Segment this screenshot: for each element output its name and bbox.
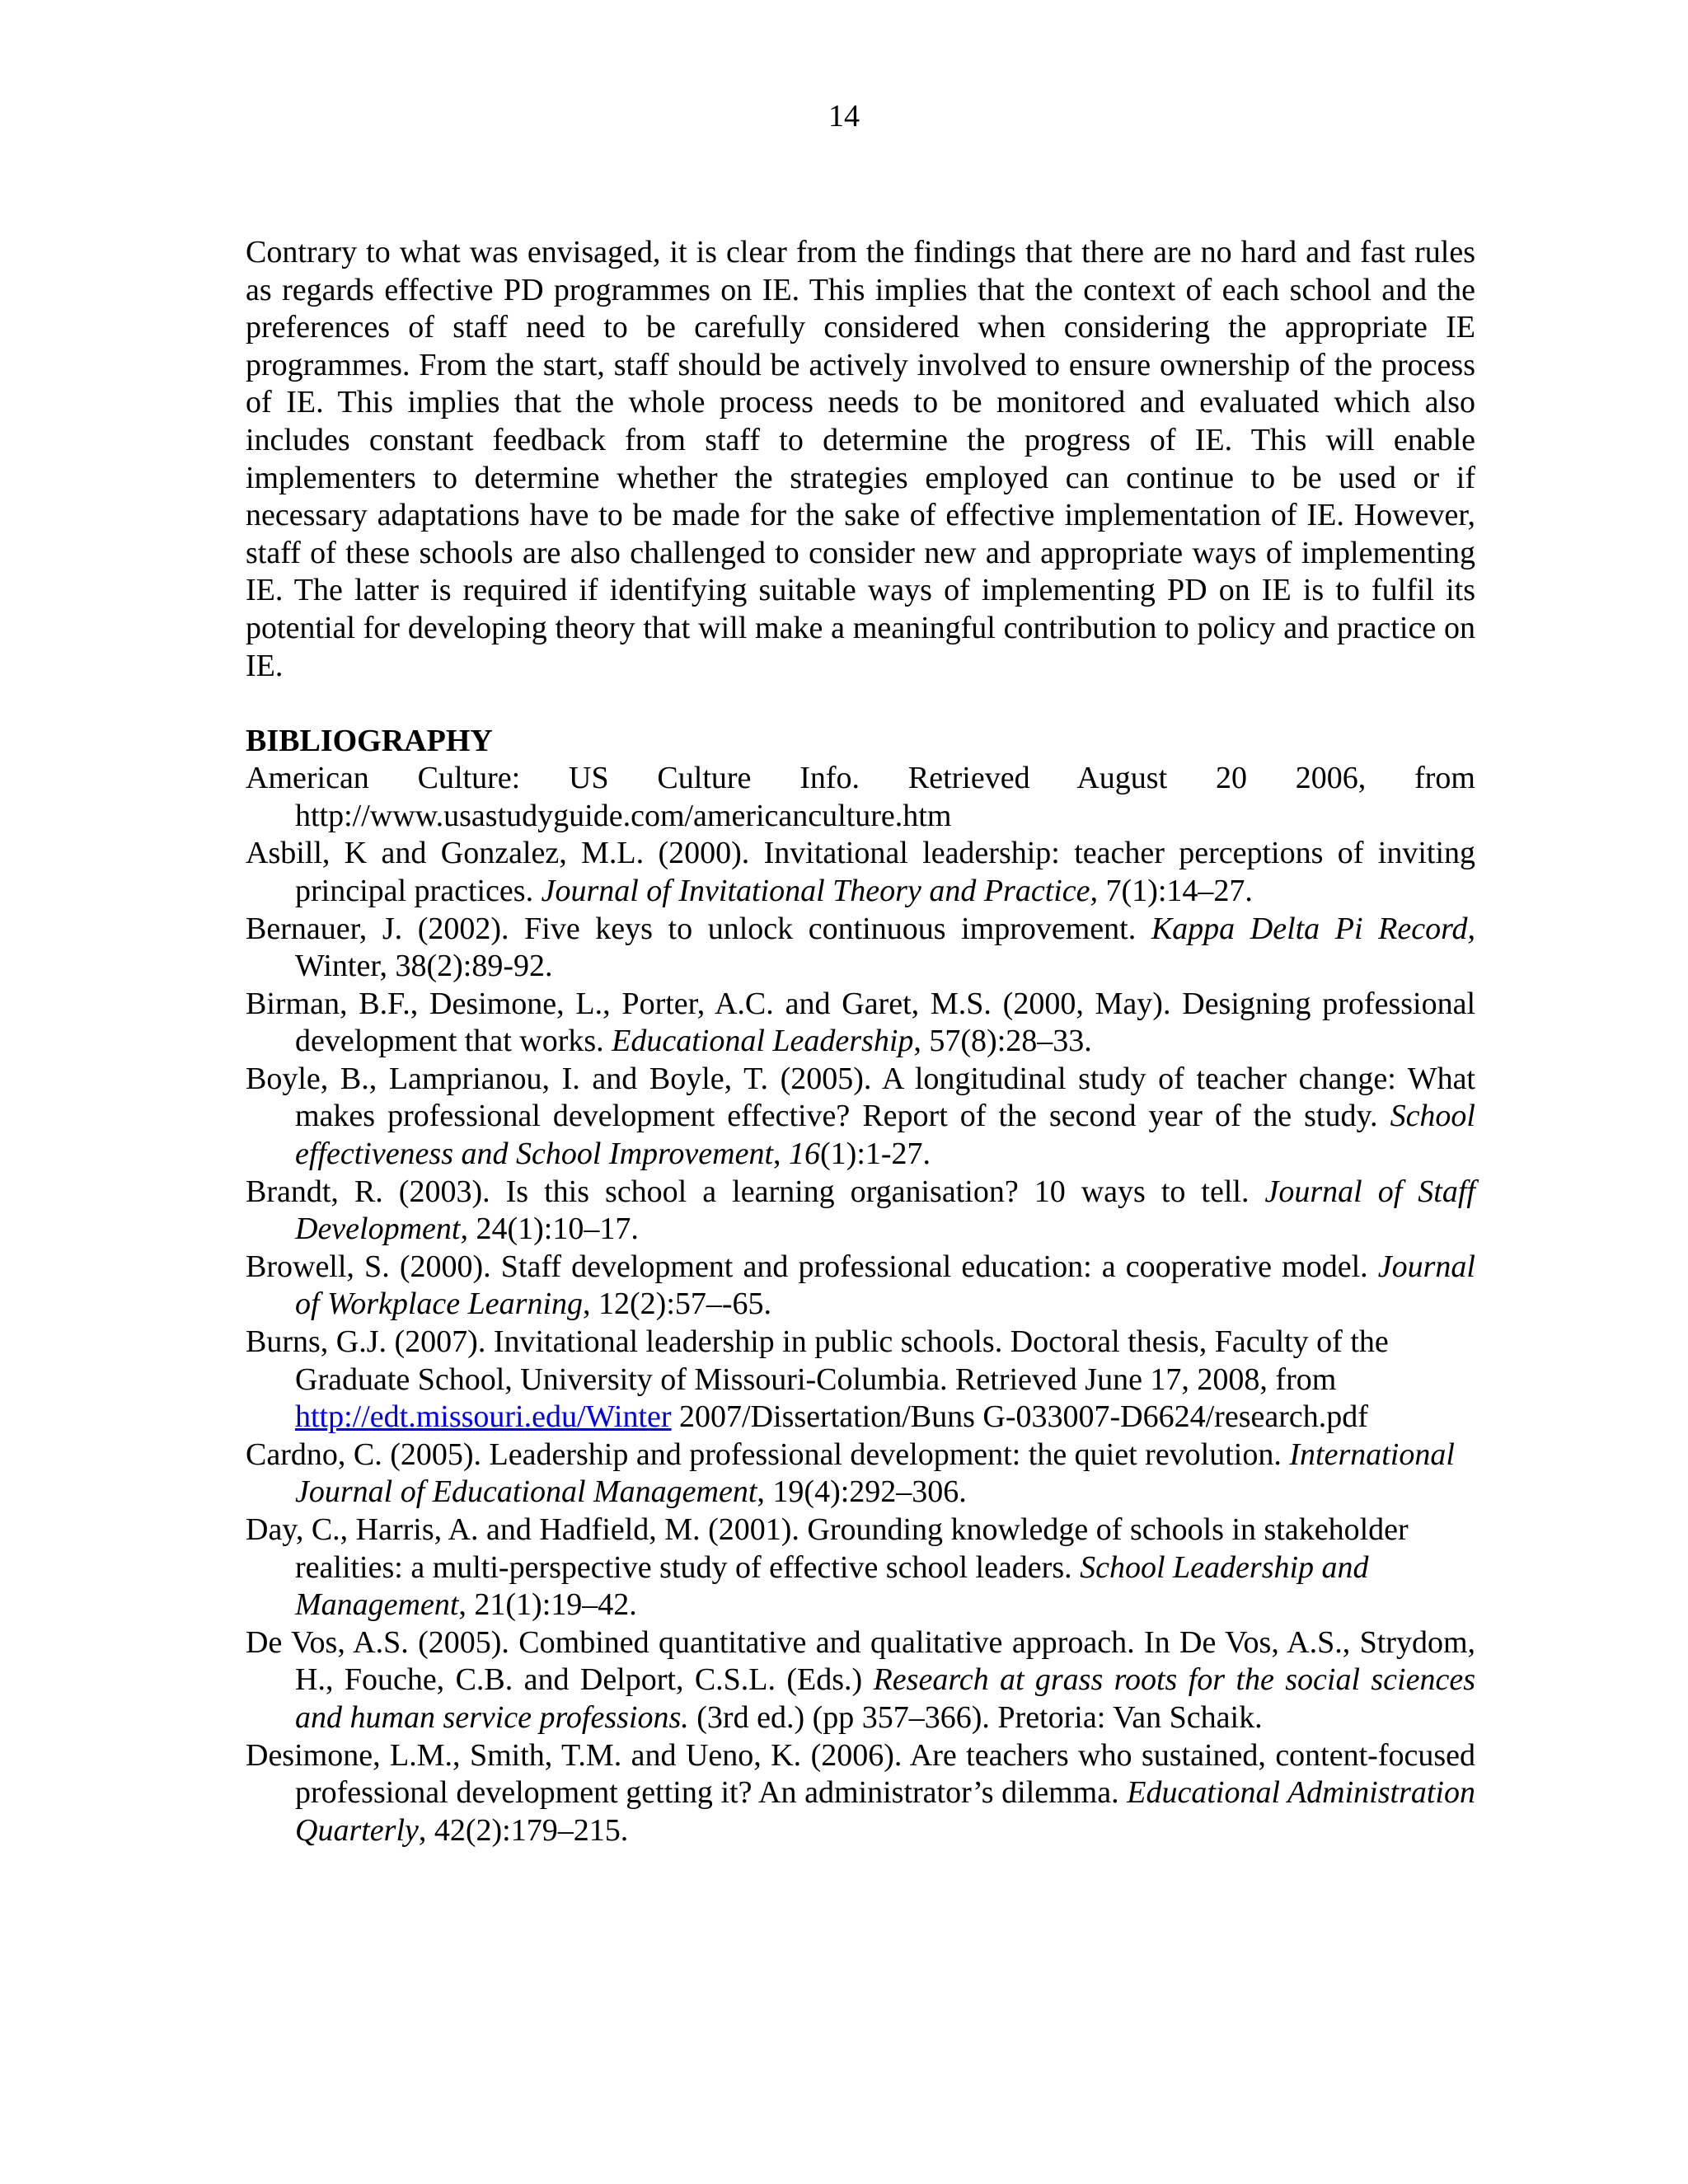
- reference-source-title: Journal of Invitational Theory and Practice,: [541, 873, 1099, 908]
- reference-text: 7(1):14–27.: [1098, 873, 1253, 908]
- reference-text: (1):1-27.: [820, 1137, 931, 1172]
- reference-text: Asbill, K and Gonzalez, M.L. (2000). Invitational leadership: teacher perceptions of inviting principal practices.: [246, 836, 1475, 908]
- reference-source-title: Educational Administration Quarterly: [295, 1775, 1475, 1848]
- reference-link[interactable]: http://edt.missouri.edu/Winter: [295, 1399, 672, 1435]
- reference-text: 2007/Dissertation/Buns G-033007-D6624/research.pdf: [671, 1399, 1368, 1435]
- reference-source-title: 16: [789, 1137, 821, 1172]
- bibliography-entry-asbill: [246, 835, 1475, 910]
- reference-text: Cardno, C. (2005). Leadership and professional development: the quiet revolution.: [246, 1436, 1290, 1472]
- reference-source-title: International Journal of Educational Management: [295, 1436, 1455, 1510]
- reference-text: Boyle, B., Lamprianou, I. and Boyle, T. (2005). A longitudinal study of teacher change: What makes professional development effective? Report of the second year of the study.: [246, 1061, 1475, 1134]
- reference-text: Desimone, L.M., Smith, T.M. and Ueno, K. (2006). Are teachers who sustained, content-focused professional development getting it? An administrator’s dilemma.: [246, 1737, 1475, 1811]
- reference-text: , 21(1):19–42.: [458, 1587, 637, 1623]
- reference-source-title: Research at grass roots for the social sciences and human service professions.: [295, 1662, 1475, 1735]
- conclusion-paragraph: Contrary to what was envisaged, it is clear from the findings that there are no hard and fast rules as regards effective PD programmes on IE. This implies that the context of each school and the preferences of staff need to be carefully considered when considering the appropriate IE programmes. From the start, staff should be actively involved to ensure ownership of the process of IE. This implies that the whole process needs to be monitored and evaluated which also includes constant feedback from staff to determine the progress of IE. This will enable implementers to determine whether the strategies employed can continue to be used or if necessary adaptations have to be made for the sake of effective implementation of IE. However, staff of these schools are also challenged to consider new and appropriate ways of implementing IE. The latter is required if identifying suitable ways of implementing PD on IE is to fulfil its potential for developing theory that will make a meaningful contribution to policy and practice on IE.: [246, 235, 1475, 683]
- reference-text: American Culture: US Culture Info. Retrieved August 20 2006, from http://www.usastudyguide.com/americanculture.htm: [246, 761, 1475, 833]
- bibliography-entry-browell: [246, 1249, 1475, 1324]
- reference-source-title: Educational Leadership: [612, 1024, 914, 1059]
- reference-text: 24(1):10–17.: [467, 1212, 639, 1247]
- bibliography-entry-de-vos: [246, 1624, 1475, 1737]
- reference-text: , 12(2):57–-65.: [583, 1286, 772, 1322]
- bibliography-entry-american-culture: [246, 760, 1475, 835]
- reference-text: (3rd ed.) (pp 357–366). Pretoria: Van Schaik.: [688, 1699, 1263, 1735]
- bibliography-entry-cardno: [246, 1436, 1475, 1511]
- bibliography-list: [246, 760, 1475, 1849]
- page-number: 14: [828, 99, 860, 134]
- bibliography-entry-brandt: [246, 1174, 1475, 1249]
- reference-text: ,: [773, 1137, 790, 1172]
- reference-source-title: Journal of Workplace Learning: [295, 1249, 1475, 1322]
- bibliography-entry-burns: [246, 1324, 1475, 1436]
- bibliography-entry-bernauer: [246, 911, 1475, 986]
- bibliography-heading: BIBLIOGRAPHY: [246, 724, 493, 759]
- bibliography-entry-desimone: [246, 1737, 1475, 1850]
- reference-text: Burns, G.J. (2007). Invitational leadership in public schools. Doctoral thesis, Faculty of the Graduate School, University of Missouri-Columbia. Retrieved June 17, 2008, from: [246, 1324, 1389, 1397]
- reference-text: Browell, S. (2000). Staff development and professional education: a cooperative model.: [246, 1249, 1378, 1284]
- reference-source-title: School Leadership and Management: [295, 1549, 1369, 1623]
- reference-source-title: Journal of Staff Development,: [295, 1174, 1475, 1247]
- reference-text: Brandt, R. (2003). Is this school a learning organisation? 10 ways to tell.: [246, 1174, 1265, 1209]
- bibliography-entry-boyle: [246, 1061, 1475, 1174]
- reference-text: Day, C., Harris, A. and Hadfield, M. (2001). Grounding knowledge of schools in stakeholder realities: a multi-perspective study of effective school leaders.: [246, 1512, 1409, 1585]
- reference-text: Birman, B.F., Desimone, L., Porter, A.C. and Garet, M.S. (2000, May). Designing professional development that works.: [246, 986, 1475, 1059]
- reference-text: Winter, 38(2):89-92.: [295, 949, 553, 984]
- bibliography-entry-birman: [246, 986, 1475, 1061]
- bibliography-entry-day: [246, 1511, 1475, 1624]
- reference-source-title: Kappa Delta Pi Record,: [1151, 911, 1475, 946]
- page-content: [246, 234, 1475, 1849]
- reference-text: Bernauer, J. (2002). Five keys to unlock continuous improvement.: [246, 911, 1151, 946]
- reference-text: , 57(8):28–33.: [913, 1024, 1092, 1059]
- reference-text: De Vos, A.S. (2005). Combined quantitative and qualitative approach. In De Vos, A.S., Strydom, H., Fouche, C.B. and Delport, C.S.L. (Eds.): [246, 1624, 1475, 1698]
- reference-text: , 42(2):179–215.: [418, 1812, 629, 1848]
- reference-source-title: School effectiveness and School Improvement: [295, 1099, 1475, 1172]
- reference-text: , 19(4):292–306.: [757, 1474, 967, 1510]
